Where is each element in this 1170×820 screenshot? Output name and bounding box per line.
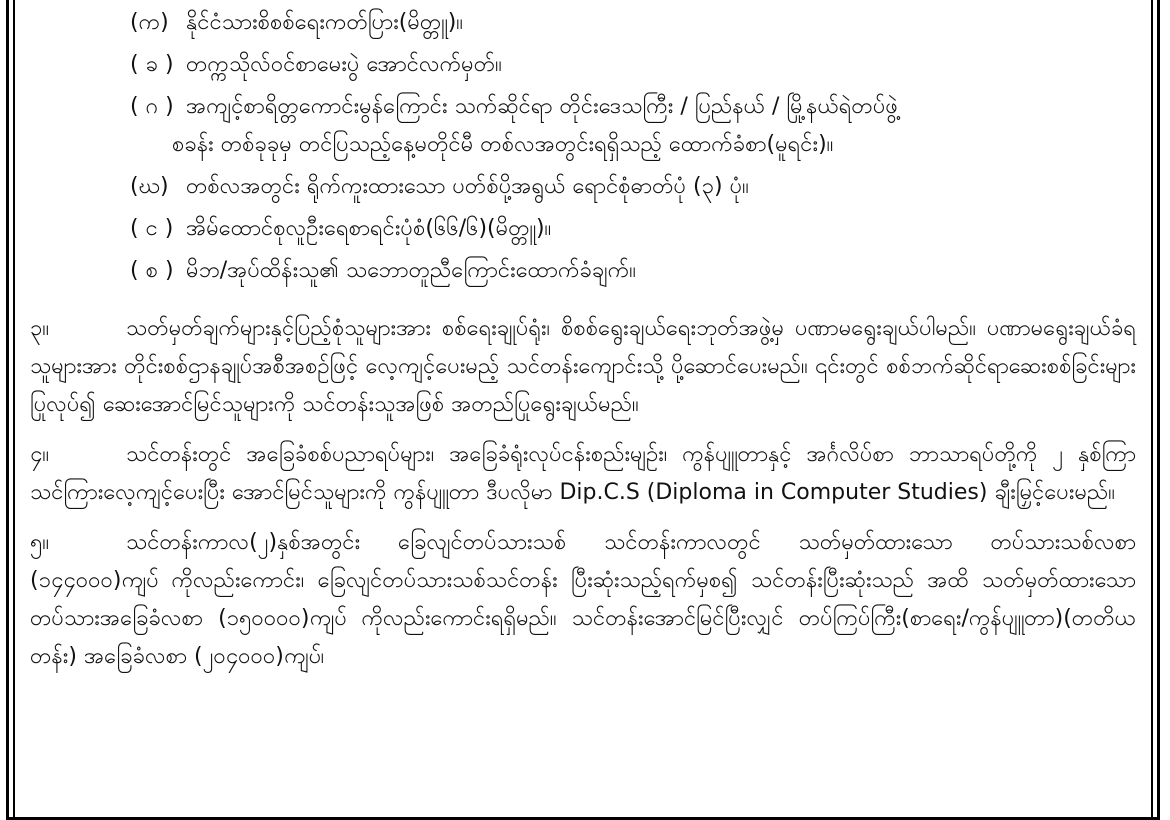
paragraph — [30, 310, 1136, 424]
list-item — [30, 88, 1136, 164]
paragraph-text: သတ်မှတ်ချက်များနှင့်ပြည့်စုံသူများအား စစ်ရေးချုပ်ရုံး၊ စိစစ်ရွေးချယ်ရေးဘုတ်အဖွဲ့မှ ပဏာမရွေးချယ်ပါမည်။ ပဏာမရွေးချယ်ခံရသူများအား တိုင်းစစ်ဌာနချုပ်အစီအစဉ်ဖြင့် လေ့ကျင့်ပေးမည့် သင်တန်းကျောင်းသို့ ပို့ဆောင်ပေးမည်။ ၎င်းတွင် စစ်ဘက်ဆိုင်ရာဆေးစစ်ခြင်းများပြုလုပ်၍ ဆေးအောင်မြင်သူများကို သင်တန်းသူအဖြစ် အတည်ပြုရွေးချယ်မည်။ — [30, 316, 1136, 417]
item-text: မိဘ/အုပ်ထိန်းသူ၏ သဘောတူညီကြောင်းထောက်ခံချက်။ — [186, 258, 636, 283]
paragraph-number: ၃။ — [30, 316, 50, 341]
paragraph — [30, 524, 1136, 676]
item-label: ( င ) — [130, 216, 174, 241]
paragraph — [30, 436, 1136, 512]
list-item — [30, 4, 1136, 42]
item-label: ( စ ) — [130, 258, 174, 283]
item-text: အကျင့်စာရိတ္တကောင်းမွန်ကြောင်း သက်ဆိုင်ရာ တိုင်းဒေသကြီး / ပြည်နယ် / မြို့နယ်ရဲတပ်ဖွဲ့ — [186, 94, 898, 119]
paragraph-text: သင်တန်းတွင် အခြေခံစစ်ပညာရပ်များ၊ အခြေခံရုံးလုပ်ငန်းစည်းမျဉ်း၊ ကွန်ပျူတာနှင့် အင်္ဂလိပ်စာ ဘာသာရပ်တို့ကို ၂ နှစ်ကြာ သင်ကြားလေ့ကျင့်ပေးပြီး အောင်မြင်သူများကို ကွန်ပျူတာ ဒီပလိုမာ Dip.C.S (Diploma in Computer Studies) ချီးမြှင့်ပေးမည်။ — [30, 442, 1136, 505]
list-item — [30, 46, 1136, 84]
paragraph-text: သင်တန်းကာလ(၂)နှစ်အတွင်း ခြေလျင်တပ်သားသစ် သင်တန်းကာလတွင် သတ်မှတ်ထားသော တပ်သားသစ်လစာ (၁၄၄၀၀၀)ကျပ် ကိုလည်းကောင်း၊ ခြေလျင်တပ်သားသစ်သင်တန်း ပြီးဆုံးသည့်ရက်မှစ၍ သင်တန်းပြီးဆုံးသည် အထိ သတ်မှတ်ထားသော တပ်သားအခြေခံလစာ (၁၅၀၀၀၀)ကျပ် ကိုလည်းကောင်းရရှိမည်။ သင်တန်းအောင်မြင်ပြီးလျှင် တပ်ကြပ်ကြီး(စာရေး/ကွန်ပျူတာ)(တတိယတန်း) အခြေခံလစာ (၂၀၄၀၀၀)ကျပ်၊ — [30, 530, 1136, 669]
item-text: တက္ကသိုလ်ဝင်စာမေးပွဲ အောင်လက်မှတ်။ — [186, 52, 502, 77]
list-item — [30, 252, 1136, 290]
list-item — [30, 210, 1136, 248]
document-body — [30, 0, 1136, 676]
item-text-continuation: စခန်း တစ်ခုခုမှ တင်ပြသည့်နေ့မတိုင်မီ တစ်လအတွင်းရရှိသည့် ထောက်ခံစာ(မူရင်း)။ — [172, 132, 834, 157]
paragraph-number: ၄။ — [30, 442, 50, 467]
item-label: (ဃ) — [130, 174, 169, 199]
item-text: အိမ်ထောင်စုလူဦးရေစာရင်းပုံစံ(၆၆/၆)(မိတ္တူ)။ — [186, 216, 552, 241]
item-label: (က) — [130, 10, 169, 35]
item-text: နိုင်ငံသားစိစစ်ရေးကတ်ပြား(မိတ္တူ)။ — [186, 10, 463, 35]
item-text: တစ်လအတွင်း ရိုက်ကူးထားသော ပတ်စ်ပို့အရွယ် ရောင်စုံဓာတ်ပုံ (၃) ပုံ။ — [186, 174, 749, 199]
item-label: ( ဂ ) — [130, 94, 174, 119]
item-label: ( ခ ) — [130, 52, 174, 77]
list-item — [30, 168, 1136, 206]
paragraph-number: ၅။ — [30, 530, 50, 555]
